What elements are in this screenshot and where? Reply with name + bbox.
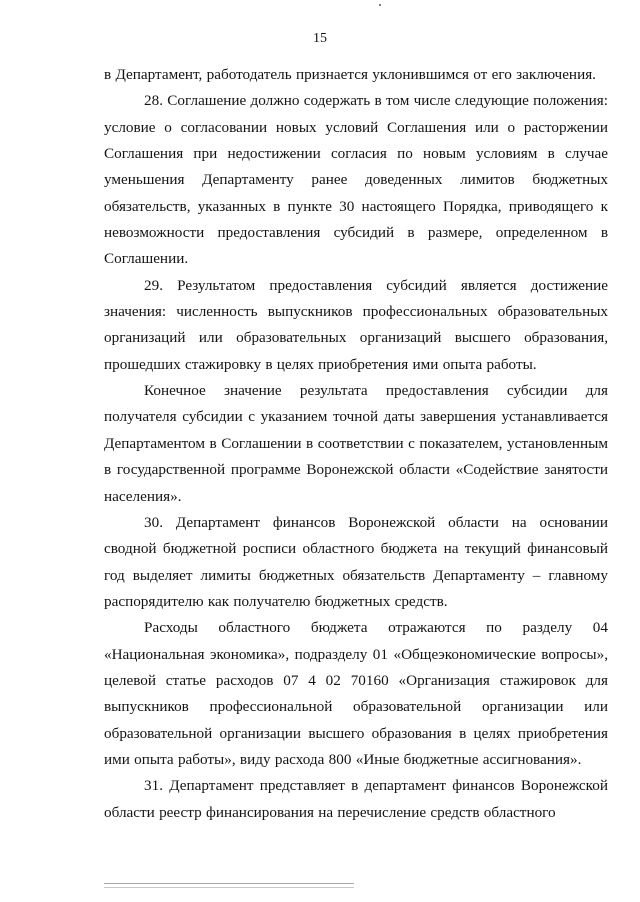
document-body xyxy=(104,62,608,826)
scan-footer-line-secondary xyxy=(104,887,354,888)
paragraph-final-value: Конечное значение результата предоставления субсидии для получателя субсидии с указанием точной даты завершения устанавливается Департаментом в Соглашении в соответствии с показателем, установленным в государственной программе Воронежской области «Содействие занятости населения». xyxy=(104,382,608,505)
scan-footer-line xyxy=(104,883,354,884)
page-number: 15 xyxy=(313,31,327,46)
paragraph-item-29: 29. Результатом предоставления субсидий является достижение значения: численность выпускников профессиональных образовательных организаций или образовательных организаций высшего образования, прошедших стажировку в целях приобретения ими опыта работы. xyxy=(104,276,608,373)
paragraph-continuation: в Департамент, работодатель признается уклонившимся от его заключения. xyxy=(104,66,596,83)
paragraph-item-28: 28. Соглашение должно содержать в том числе следующие положения: условие о согласовании новых условий Соглашения или о расторжении Соглашения при недостижении согласия по новым условиям в случае уменьшения Департаменту ранее доведенных лимитов бюджетных обязательств, указанных в пункте 30 настоящего Порядка, приводящего к невозможности предоставления субсидий в размере, определенном в Соглашении. xyxy=(104,92,608,268)
scan-artifact-dot xyxy=(379,4,381,6)
paragraph-item-31: 31. Департамент представляет в департамент финансов Воронежской области реестр финансирования на перечисление средств областного xyxy=(104,777,608,821)
paragraph-expenses: Расходы областного бюджета отражаются по разделу 04 «Национальная экономика», подразделу 01 «Общеэкономические вопросы», целевой статье расходов 07 4 02 70160 «Организация стажировок для выпускников профессиональной образовательной организации или образовательной организации высшего образования в целях приобретения ими опыта работы», виду расхода 800 «Иные бюджетные ассигнования». xyxy=(104,619,608,768)
paragraph-item-30: 30. Департамент финансов Воронежской области на основании сводной бюджетной росписи областного бюджета на текущий финансовый год выделяет лимиты бюджетных обязательств Департаменту – главному распорядителю как получателю бюджетных средств. xyxy=(104,513,608,610)
